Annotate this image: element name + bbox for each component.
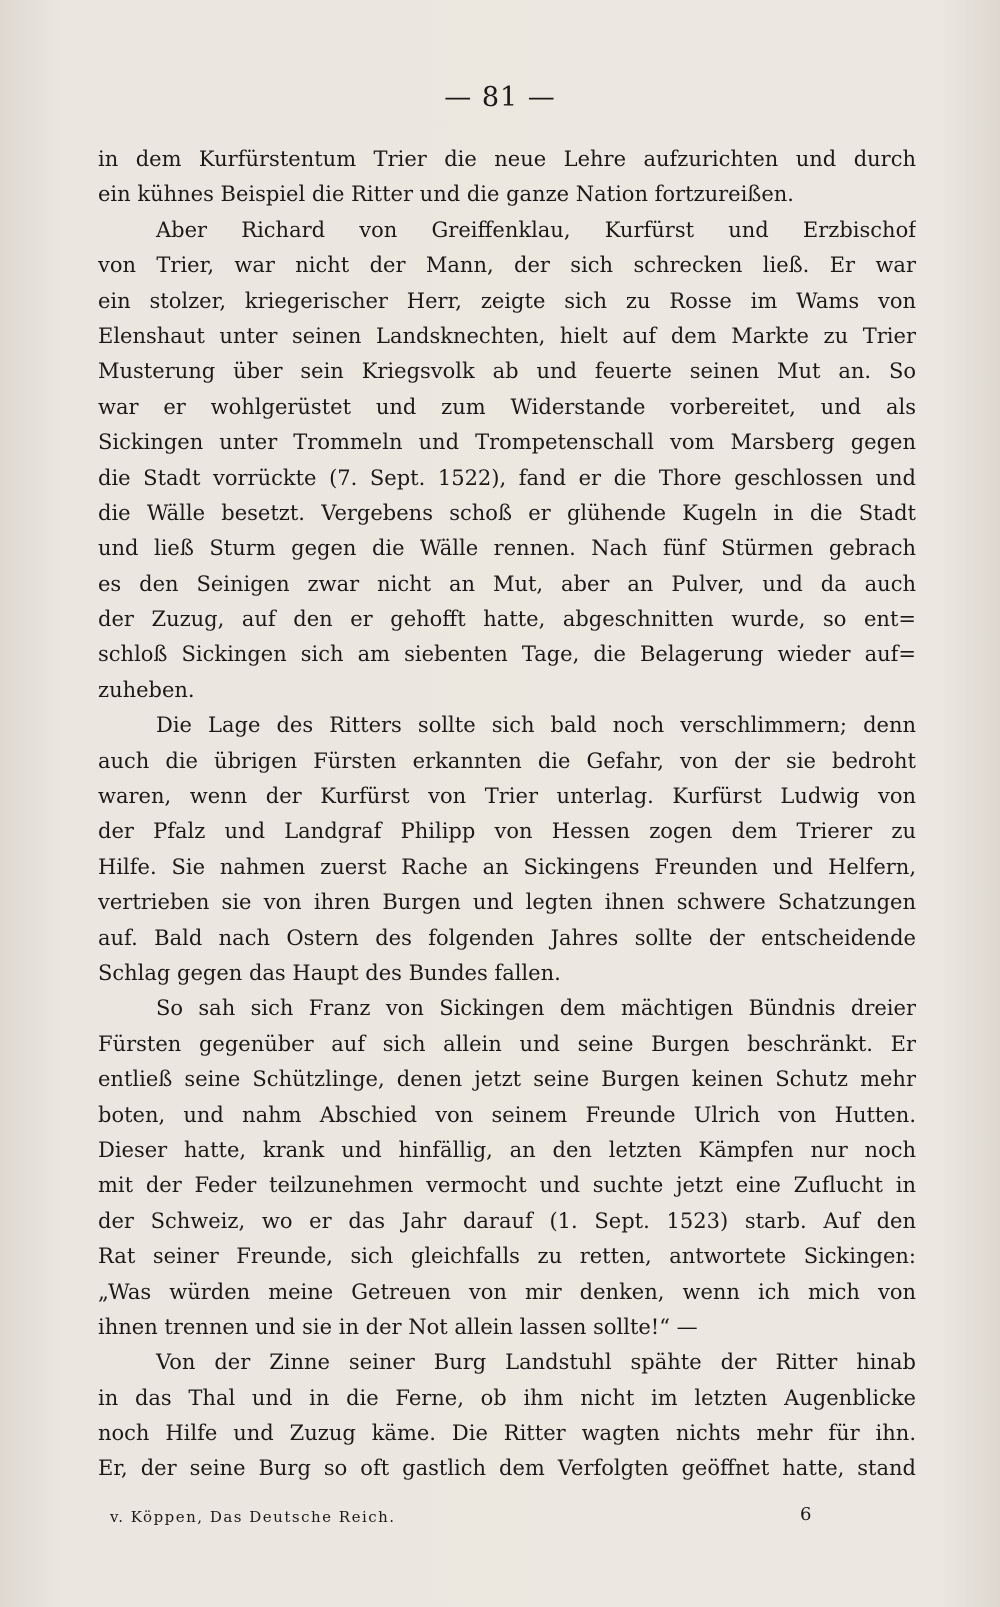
- text-line: auch die übrigen Fürsten erkannten die Gefahr, von der sie bedroht: [98, 748, 916, 773]
- text-line: vertrieben sie von ihren Burgen und legten ihnen schwere Schatzungen: [98, 890, 916, 915]
- text-line: und ließ Sturm gegen die Wälle rennen. Nach fünf Stürmen gebrach: [98, 536, 916, 561]
- text-line: es den Seinigen zwar nicht an Mut, aber an Pulver, und da auch: [98, 571, 916, 596]
- text-line: in dem Kurfürstentum Trier die neue Lehre aufzurichten und durch: [98, 147, 916, 171]
- text-line: Rat seiner Freunde, sich gleichfalls zu retten, antwortete Sickingen:: [98, 1244, 916, 1269]
- text-line: die Wälle besetzt. Vergebens schoß er glühende Kugeln in die Stadt: [98, 500, 916, 525]
- text-line: der Schweiz, wo er das Jahr darauf (1. Sept. 1523) starb. Auf den: [98, 1208, 916, 1233]
- text-line: Er, der seine Burg so oft gastlich dem Verfolgten geöffnet hatte, stand: [98, 1456, 916, 1481]
- text-line: war er wohlgerüstet und zum Widerstande vorbereitet, und als: [98, 394, 916, 419]
- text-line: zuheben.: [98, 677, 195, 702]
- sheet-signature: 6: [800, 1504, 812, 1525]
- text-line: Hilfe. Sie nahmen zuerst Rache an Sickingens Freunden und Helfern,: [98, 854, 916, 879]
- text-line: boten, und nahm Abschied von seinem Freunde Ulrich von Hutten.: [98, 1102, 916, 1127]
- text-line: mit der Feder teilzunehmen vermocht und suchte jetzt eine Zuflucht in: [98, 1173, 916, 1198]
- page-number: — 81 —: [444, 82, 556, 113]
- text-line: Fürsten gegenüber auf sich allein und seine Burgen beschränkt. Er: [98, 1031, 916, 1056]
- footer-source: v. Köppen, Das Deutsche Reich.: [110, 1508, 396, 1526]
- text-line: So sah sich Franz von Sickingen dem mächtigen Bündnis dreier: [156, 996, 916, 1021]
- text-line: Schlag gegen das Haupt des Bundes fallen.: [98, 960, 561, 985]
- text-line: „Was würden meine Getreuen von mir denken, wenn ich mich von: [98, 1279, 916, 1304]
- page-footer: [0, 1504, 1000, 1538]
- text-line: Aber Richard von Greiffenklau, Kurfürst und Erzbischof: [156, 217, 916, 242]
- text-line: der Zuzug, auf den er gehofft hatte, abgeschnitten wurde, so ent=: [98, 607, 916, 632]
- text-line: Sickingen unter Trommeln und Trompetenschall vom Marsberg gegen: [98, 430, 916, 455]
- text-line: ein kühnes Beispiel die Ritter und die ganze Nation fortzureißen.: [98, 182, 794, 207]
- text-line: der Pfalz und Landgraf Philipp von Hessen zogen dem Trierer zu: [98, 819, 916, 844]
- text-line: waren, wenn der Kurfürst von Trier unterlag. Kurfürst Ludwig von: [98, 784, 916, 809]
- text-line: ihnen trennen und sie in der Not allein lassen sollte!“ —: [98, 1314, 698, 1339]
- body-text: [98, 142, 916, 1487]
- text-line: Dieser hatte, krank und hinfällig, an den letzten Kämpfen nur noch: [98, 1137, 916, 1162]
- text-line: noch Hilfe und Zuzug käme. Die Ritter wagten nichts mehr für ihn.: [98, 1421, 916, 1446]
- text-line: ein stolzer, kriegerischer Herr, zeigte sich zu Rosse im Wams von: [98, 288, 916, 313]
- text-line: Elenshaut unter seinen Landsknechten, hielt auf dem Markte zu Trier: [98, 323, 916, 348]
- text-line: Musterung über sein Kriegsvolk ab und feuerte seinen Mut an. So: [98, 359, 916, 384]
- text-line: Die Lage des Ritters sollte sich bald noch verschlimmern; denn: [156, 713, 916, 738]
- text-line: entließ seine Schützlinge, denen jetzt seine Burgen keinen Schutz mehr: [98, 1067, 916, 1092]
- text-line: Von der Zinne seiner Burg Landstuhl spähte der Ritter hinab: [156, 1350, 916, 1375]
- text-line: die Stadt vorrückte (7. Sept. 1522), fand er die Thore geschlossen und: [98, 465, 916, 490]
- text-line: von Trier, war nicht der Mann, der sich schrecken ließ. Er war: [98, 253, 916, 278]
- text-line: schloß Sickingen sich am siebenten Tage, die Belagerung wieder auf=: [98, 642, 916, 667]
- text-line: auf. Bald nach Ostern des folgenden Jahres sollte der entscheidende: [98, 925, 916, 950]
- text-line: in das Thal und in die Ferne, ob ihm nicht im letzten Augenblicke: [98, 1385, 916, 1410]
